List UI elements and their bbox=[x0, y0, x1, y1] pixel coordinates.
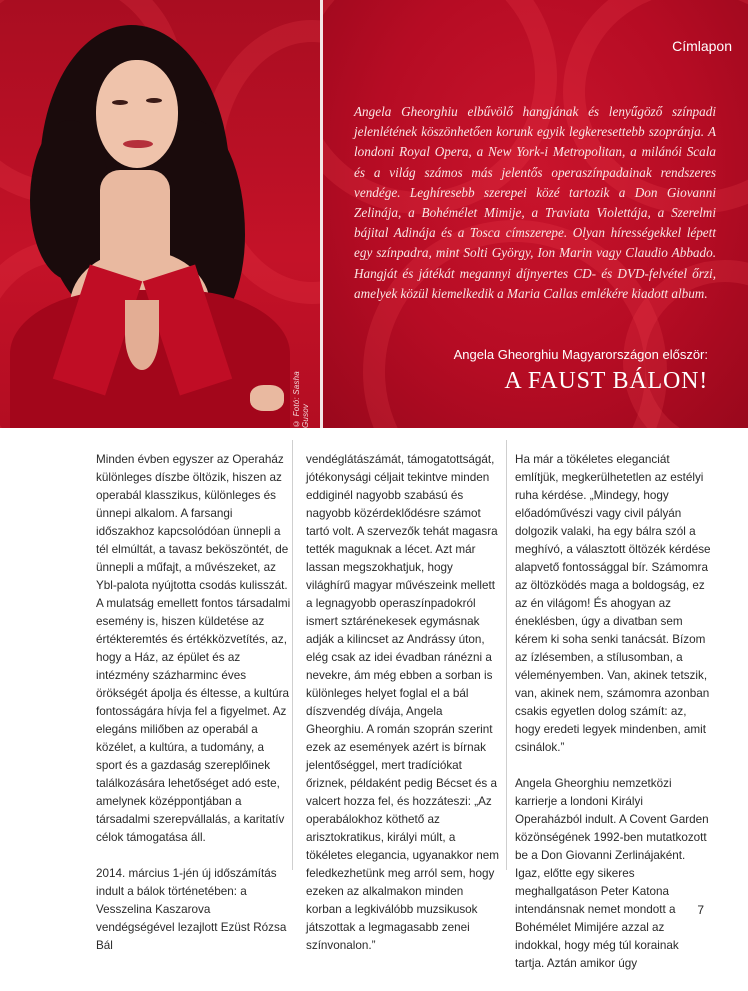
section-label: Címlapon bbox=[672, 38, 732, 54]
body-paragraph: 2014. március 1-jén új időszámítás indult a bálok történetében: a Vesszelina Kaszarova vendégségével lezajlott Ezüst Rózsa Bál bbox=[96, 867, 287, 952]
text-column-3 bbox=[515, 451, 711, 991]
headline-kicker: Angela Gheorghiu Magyarországon először: bbox=[453, 347, 708, 362]
text-column-1 bbox=[96, 451, 292, 973]
page-number: 7 bbox=[697, 903, 704, 917]
page-title: A FAUST BÁLON! bbox=[504, 368, 708, 394]
text-column-2 bbox=[306, 451, 500, 973]
column-rule bbox=[292, 440, 293, 870]
body-paragraph: Ha már a tökéletes eleganciát említjük, megkerülhetetlen az estélyi ruha kérdése. „Mindegy, hogy előadóművészi vagy civil pályán dolgozik valaki, ha egy bálra szól a meghívó, a választott öltözék kérdése alapvető fontossággal bír. Számomra az öltözködés maga a boldogság, ez az én világom! És ahogyan az éneklésben, úgy a divatban sem kérem ki soha senki tanácsát. Bízom az ízlésemben, a stílusomban, a véleményemben. Van, akinek tetszik, van, akinek nem, számomra azonban csakis egyetlen dolog számít: az, hogy eredeti legyek mindenben, amit csinálok.” bbox=[515, 453, 711, 754]
body-paragraph: vendéglátászámát, támogatottságát, jótékonysági céljait tekintve minden eddiginél nagyobb szabású és nagyobb közérdeklődésre számot tartó volt. A szervezők tehát magasra tették maguknak a lécet. Azt már lassan megszokhatjuk, hogy világhírű magyar művészeink mellett a legnagyobb operaszínpadokról ismert sztárénekesek egymásnak adják a kilincset az Andrássy úton, elég csak az idei évadban ránézni a nevekre, ám még ebben a sorban is különleges helyet foglal el a bál díszvendég dívája, Angela Gheorghiu. A román szoprán szerint ezek az események azért is bírnak jelentőséggel, mert tradíciókat őriznek, példaként pedig Bécset és a valcert hozza fel, és hozzáteszi: „Az operabálokhoz köthető az arisztokratikus, királyi múlt, a tökéletes elegancia, ugyanakkor nem feledkezhetünk meg arról sem, hogy ezeken az alkalmakon minden korban a legkiválóbb muzsikusok játszottak a legmagasabb zenei színvonalon.” bbox=[306, 453, 499, 952]
cover-photo bbox=[0, 0, 320, 428]
body-paragraph: Minden évben egyszer az Operaház különleges díszbe öltözik, hiszen az operabál klasszikus, különleges és ünnepi alkalom. A farsangi időszakhoz kapcsolódóan ünnepli a tél elmúltát, a tavasz beköszöntét, de ünnepli a műfajt, a művészeket, az Ybl-palota nyújtotta csodás kulisszát. A mulatság emellett fontos társadalmi esemény is, hiszen küldetése az értékteremtés és értékközvetítés, az, hogy a Ház, az épület és az intézmény százharminc éves örökségét ápolja és éltesse, a kultúra fontosságára hívja fel a figyelmet. Az elegáns miliőben az operabál a közélet, a kultúra, a tudomány, a sport és a gazdaság szereplőinek találkozására lehetőséget adó este, amelynek középpontjában a társadalmi szerepvállalás, a karitatív célok támogatása áll. bbox=[96, 453, 291, 844]
column-rule bbox=[506, 440, 507, 870]
lead-paragraph: Angela Gheorghiu elbűvölő hangjának és lenyűgöző színpadi jelenlétének köszönhetően korunk egyik legkeresettebb szopránja. A londoni Royal Opera, a New York-i Metropolitan, a milánói Scala és a világ számos más jelentős operaszínpadainak rendszeres vendége. Leghíresebb szerepei közé tartozik a Don Giovanni Zelinája, a Bohémélet Mimije, a Traviata Violettája, a Szerelmi bájital Adinája és a Tosca címszerepe. Olyan hírességekkel lépett egy színpadra, mint Solti György, Ion Marin vagy Claudio Abbado. Hangját és játékát megannyi díjnyertes CD- és DVD-felvétel őrzi, amelyek közül kiemelkedik a Maria Callas emlékére kiadott album. bbox=[354, 104, 716, 301]
photo-credit: © Fotó: Sasha Gusov bbox=[292, 371, 310, 428]
body-paragraph: Angela Gheorghiu nemzetközi karrierje a londoni Királyi Operaházból indult. A Covent Garden közönségének 1992-ben mutatkozott be a Don Giovanni Zerlinájaként. Igaz, előtte egy sikeres meghallgatáson Peter Katona intendánsnak nemet mondott a Bohémélet Mimijére azzal az indokkal, hogy még túl korainak tartja. Aztán amikor úgy bbox=[515, 777, 709, 970]
hero-banner bbox=[0, 0, 748, 428]
